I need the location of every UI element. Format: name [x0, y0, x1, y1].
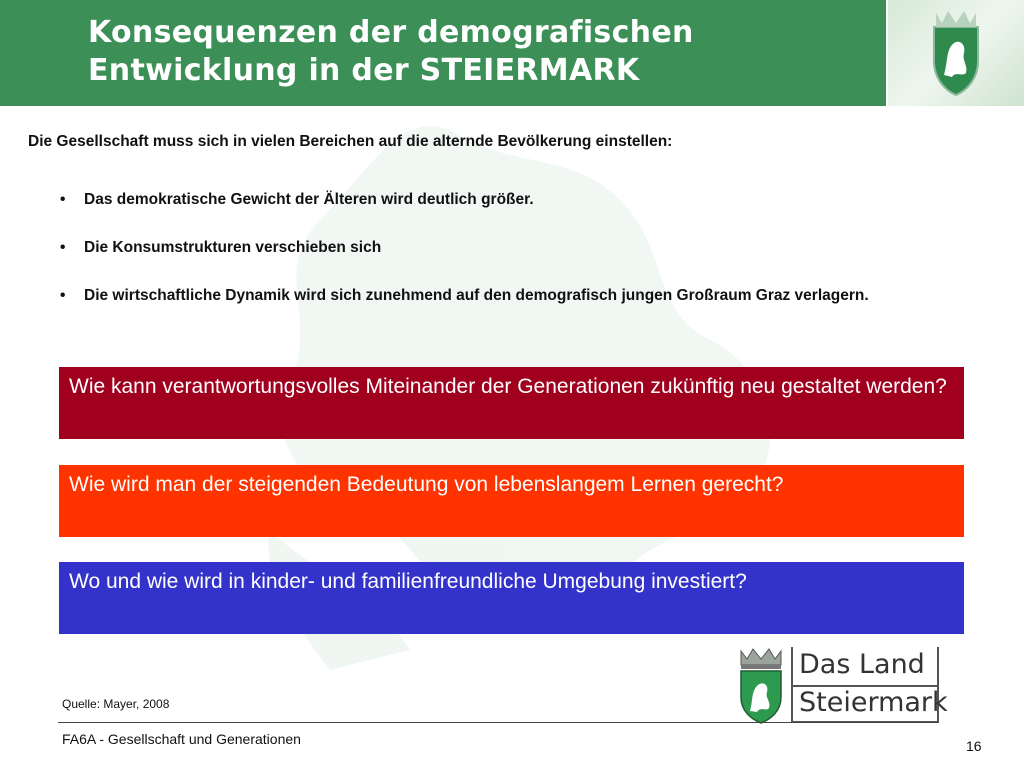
bullet-dot: • [60, 287, 66, 304]
bullet-dot: • [60, 191, 66, 208]
source-citation: Quelle: Mayer, 2008 [62, 697, 170, 711]
bullet-item [60, 236, 1000, 259]
slide-title-line2: Entwicklung in der STEIERMARK [88, 53, 640, 88]
bullet-item [60, 284, 1000, 307]
title-bar [0, 0, 886, 106]
bullet-text: Die Konsumstrukturen verschieben sich [84, 239, 382, 256]
slide-title [88, 14, 694, 90]
bullet-text: Die wirtschaftliche Dynamik wird sich zunehmend auf den demografisch jungen Großraum Graz verlagern. [84, 287, 869, 304]
header-crest-panel [888, 0, 1024, 106]
footer-divider [58, 722, 938, 723]
question-text: Wie wird man der steigenden Bedeutung von lebenslangem Lernen gerecht? [69, 473, 784, 496]
logo-line-2: Steiermark [799, 687, 948, 718]
question-box-family-investment [59, 562, 964, 634]
question-text: Wo und wie wird in kinder- und familienfreundliche Umgebung investiert? [69, 570, 747, 593]
slide-title-line1: Konsequenzen der demografischen [88, 15, 694, 50]
steiermark-coat-of-arms-icon [735, 645, 787, 725]
das-land-steiermark-logo [735, 645, 948, 725]
page-number: 16 [966, 738, 982, 754]
bullet-text: Das demokratische Gewicht der Älteren wird deutlich größer. [84, 191, 534, 208]
question-box-lifelong-learning [59, 465, 964, 537]
logo-line-1: Das Land [799, 649, 925, 680]
intro-text: Die Gesellschaft muss sich in vielen Bereichen auf die alternde Bevölkerung einstellen: [28, 133, 673, 150]
logo-wordmark [791, 647, 948, 723]
coat-of-arms-icon [908, 5, 1004, 101]
bullet-dot: • [60, 239, 66, 256]
bullet-list [60, 188, 1000, 332]
question-text: Wie kann verantwortungsvolles Miteinander der Generationen zukünftig neu gestaltet werden? [69, 375, 947, 398]
bullet-item [60, 188, 1000, 211]
question-box-generations [59, 367, 964, 439]
footer-text: FA6A - Gesellschaft und Generationen [62, 731, 301, 747]
